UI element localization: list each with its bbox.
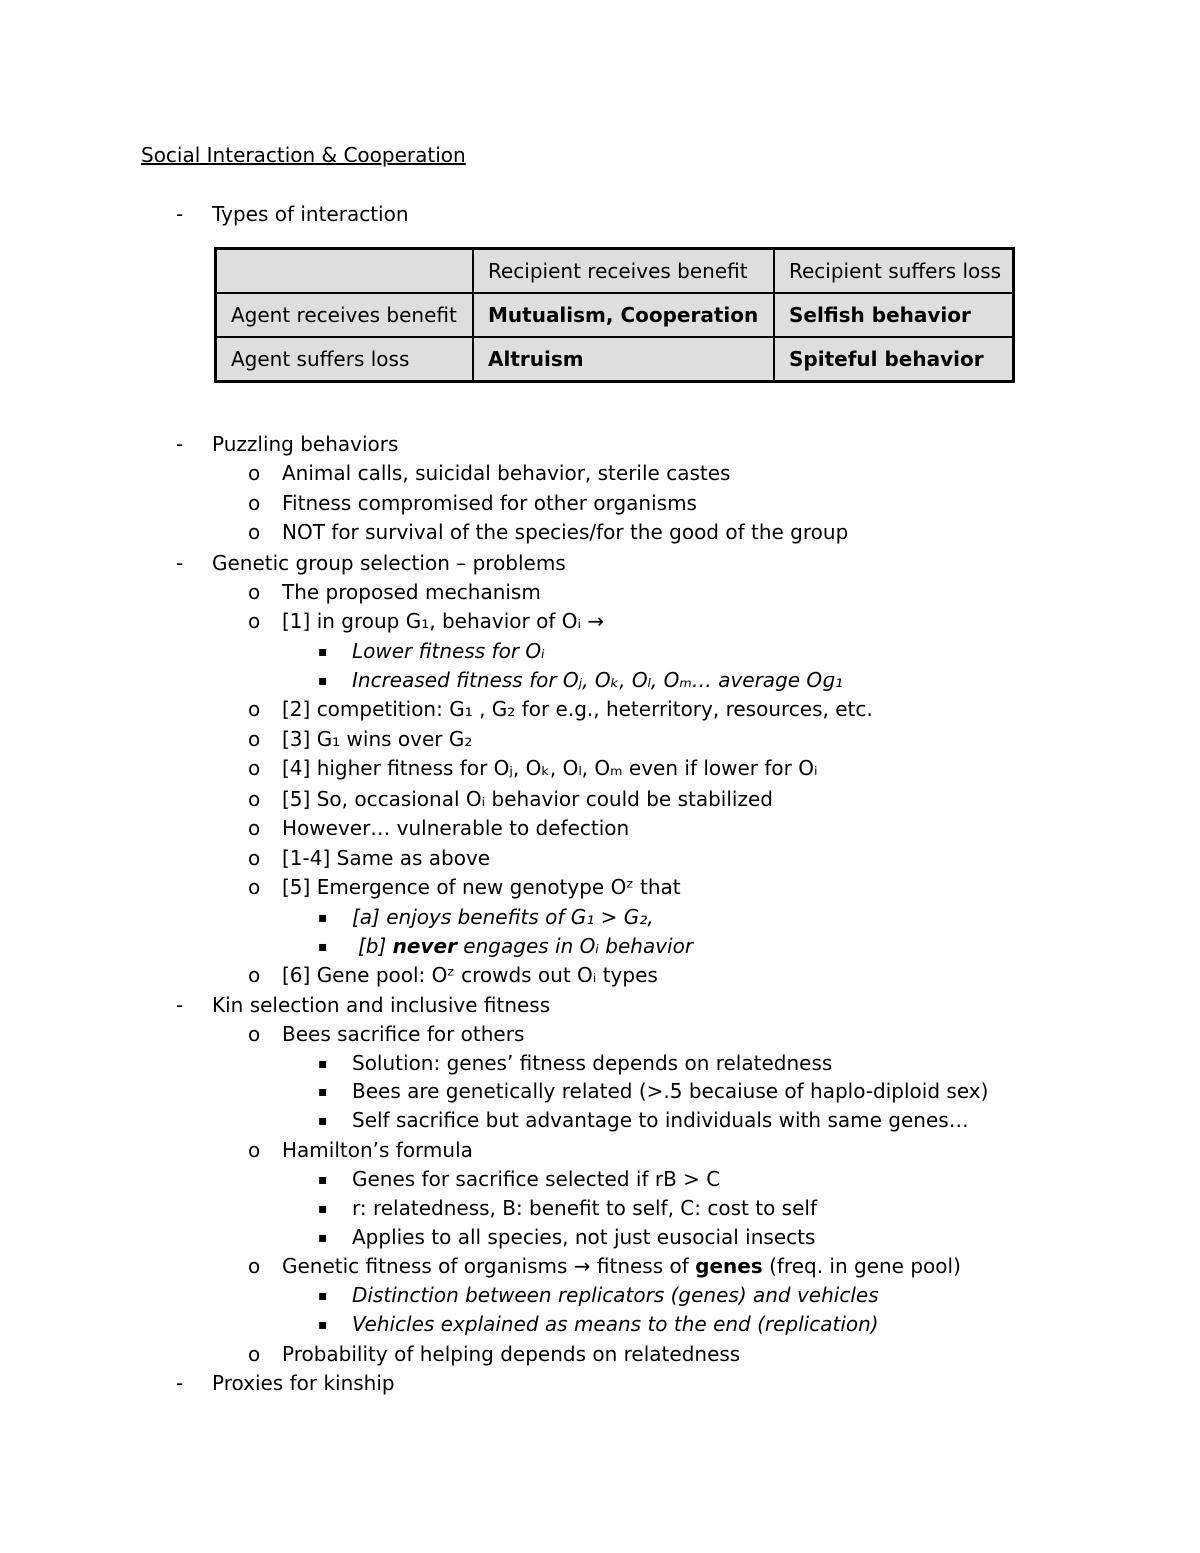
list-subitem: Bees are genetically related (>.5 becaiuse of haplo-diploid sex) (352, 1079, 989, 1103)
list-subitem: r: relatedness, B: benefit to self, C: cost to self (352, 1196, 817, 1220)
list-item: [2] competition: G₁ , G₂ for e.g., heterritory, resources, etc. (282, 697, 873, 721)
list-item-text: (freq. in gene pool) (762, 1254, 961, 1278)
circle-bullet: o (248, 727, 261, 751)
circle-bullet: o (248, 756, 261, 780)
table-cell: Mutualism, Cooperation (473, 293, 774, 337)
list-item: [5] Emergence of new genotype Oᶻ that (282, 875, 681, 899)
dash-bullet: - (176, 202, 184, 226)
table-header-cell: Recipient receives benefit (473, 249, 774, 294)
square-bullet: ▪ (318, 644, 328, 660)
dash-bullet: - (176, 432, 184, 456)
list-item: [3] G₁ wins over G₂ (282, 727, 473, 751)
table-header-cell: Recipient suffers loss (774, 249, 1014, 294)
list-item: [5] So, occasional Oᵢ behavior could be stabilized (282, 787, 773, 811)
circle-bullet: o (248, 461, 261, 485)
circle-bullet: o (248, 491, 261, 515)
emphasis-text: genes (695, 1254, 763, 1278)
list-subitem: Lower fitness for Oᵢ (352, 639, 545, 663)
list-item: Animal calls, suicidal behavior, sterile castes (282, 461, 731, 485)
list-item (282, 1254, 961, 1278)
table-cell: Selfish behavior (774, 293, 1014, 337)
table-row (216, 337, 1014, 382)
list-item: The proposed mechanism (282, 580, 541, 604)
list-subitem: Self sacrifice but advantage to individuals with same genes… (352, 1108, 969, 1132)
circle-bullet: o (248, 609, 261, 633)
square-bullet: ▪ (318, 1056, 328, 1072)
square-bullet: ▪ (318, 1230, 328, 1246)
dash-bullet: - (176, 1371, 184, 1395)
table-cell: Spiteful behavior (774, 337, 1014, 382)
table-header-row (216, 249, 1014, 294)
circle-bullet: o (248, 1342, 261, 1366)
square-bullet: ▪ (318, 910, 328, 926)
list-subitem-text: [b] (358, 934, 393, 958)
list-subitem-text: engages in Oᵢ behavior (456, 934, 694, 958)
list-subitem: Genes for sacrifice selected if rB > C (352, 1167, 721, 1191)
list-subitem: [a] enjoys benefits of G₁ > G₂, (352, 905, 654, 929)
square-bullet: ▪ (318, 673, 328, 689)
list-item: NOT for survival of the species/for the good of the group (282, 520, 849, 544)
list-item: Bees sacrifice for others (282, 1022, 525, 1046)
table-row-label: Agent receives benefit (216, 293, 474, 337)
square-bullet: ▪ (318, 1317, 328, 1333)
square-bullet: ▪ (318, 1172, 328, 1188)
list-item-text: Genetic fitness of organisms → fitness of (282, 1254, 696, 1278)
square-bullet: ▪ (318, 1084, 328, 1100)
square-bullet: ▪ (318, 1201, 328, 1217)
circle-bullet: o (248, 787, 261, 811)
square-bullet: ▪ (318, 1288, 328, 1304)
list-item: Probability of helping depends on relatedness (282, 1342, 741, 1366)
list-subitem: Applies to all species, not just eusocial insects (352, 1225, 816, 1249)
list-item: Fitness compromised for other organisms (282, 491, 697, 515)
list-subitem: Increased fitness for Oⱼ, Oₖ, Oₗ, Oₘ… average Oɡ₁ (352, 668, 843, 692)
circle-bullet: o (248, 697, 261, 721)
section-heading-kin-selection: Kin selection and inclusive fitness (212, 993, 551, 1017)
page-title: Social Interaction & Cooperation (141, 143, 466, 167)
list-item: [1] in group G₁, behavior of Oᵢ → (282, 609, 605, 633)
circle-bullet: o (248, 1254, 261, 1278)
circle-bullet: o (248, 816, 261, 840)
list-item: [1-4] Same as above (282, 846, 491, 870)
list-subitem (358, 934, 693, 958)
list-item: [6] Gene pool: Oᶻ crowds out Oᵢ types (282, 963, 658, 987)
square-bullet: ▪ (318, 1113, 328, 1129)
table-cell (216, 249, 474, 294)
circle-bullet: o (248, 580, 261, 604)
list-subitem: Distinction between replicators (genes) and vehicles (352, 1283, 879, 1307)
circle-bullet: o (248, 520, 261, 544)
table-row-label: Agent suffers loss (216, 337, 474, 382)
section-heading-group-selection: Genetic group selection – problems (212, 551, 566, 575)
section-heading-proxies: Proxies for kinship (212, 1371, 395, 1395)
table-cell: Altruism (473, 337, 774, 382)
circle-bullet: o (248, 1138, 261, 1162)
section-heading-puzzling: Puzzling behaviors (212, 432, 399, 456)
section-heading-types: Types of interaction (212, 202, 409, 226)
circle-bullet: o (248, 1022, 261, 1046)
list-subitem: Solution: genes’ fitness depends on relatedness (352, 1051, 833, 1075)
list-item: However… vulnerable to defection (282, 816, 630, 840)
circle-bullet: o (248, 875, 261, 899)
list-subitem: Vehicles explained as means to the end (replication) (352, 1312, 879, 1336)
circle-bullet: o (248, 846, 261, 870)
list-item: Hamilton’s formula (282, 1138, 473, 1162)
list-item: [4] higher fitness for Oⱼ, Oₖ, Oₗ, Oₘ even if lower for Oᵢ (282, 756, 818, 780)
dash-bullet: - (176, 993, 184, 1017)
table-row (216, 293, 1014, 337)
interaction-table (214, 247, 1015, 383)
dash-bullet: - (176, 551, 184, 575)
emphasis-text: never (392, 934, 457, 958)
circle-bullet: o (248, 963, 261, 987)
square-bullet: ▪ (318, 939, 328, 955)
